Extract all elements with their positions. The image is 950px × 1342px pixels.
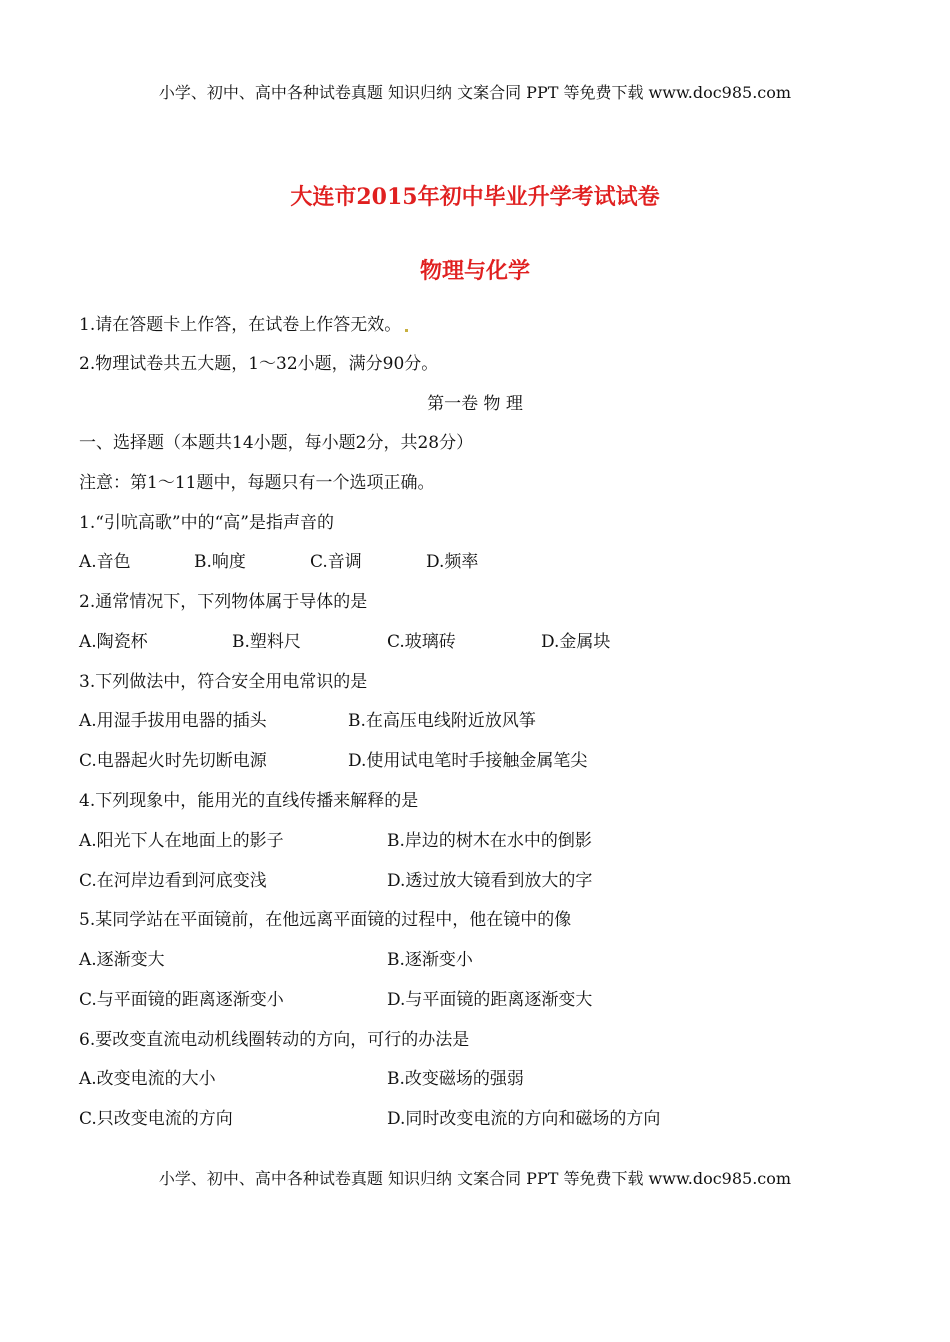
question-1-option-b: B.响度	[194, 552, 246, 572]
question-4-option-a: A.阳光下人在地面上的影子	[79, 831, 284, 851]
question-3-stem: 3.下列做法中，符合安全用电常识的是	[79, 672, 368, 692]
question-1-option-c: C.音调	[310, 552, 362, 572]
question-4-option-c: C.在河岸边看到河底变浅	[79, 871, 267, 891]
note-line-2: 2.物理试卷共五大题，1～32小题，满分90分。	[79, 354, 439, 374]
question-5-option-c: C.与平面镜的距离逐渐变小	[79, 990, 284, 1010]
section-note: 注意：第1～11题中，每题只有一个选项正确。	[79, 473, 435, 493]
question-5-option-a: A.逐渐变大	[79, 950, 165, 970]
question-6-option-a: A.改变电流的大小	[79, 1069, 216, 1089]
question-6-stem: 6.要改变直流电动机线圈转动的方向，可行的办法是	[79, 1030, 470, 1050]
volume-title: 第一卷 物 理	[427, 394, 523, 414]
page-footer: 小学、初中、高中各种试卷真题 知识归纳 文案合同 PPT 等免费下载 www.doc985.com	[158, 1169, 792, 1188]
question-2-option-b: B.塑料尺	[232, 632, 301, 652]
question-5-option-d: D.与平面镜的距离逐渐变大	[387, 990, 593, 1010]
page-header: 小学、初中、高中各种试卷真题 知识归纳 文案合同 PPT 等免费下载 www.doc985.com	[158, 83, 792, 102]
note-line-1	[79, 313, 408, 337]
question-3-option-d: D.使用试电笔时手接触金属笔尖	[348, 751, 588, 771]
question-2-option-d: D.金属块	[541, 632, 611, 652]
question-6-option-b: B.改变磁场的强弱	[387, 1069, 524, 1089]
question-4-stem: 4.下列现象中，能用光的直线传播来解释的是	[79, 791, 419, 811]
section-title: 一、选择题（本题共14小题，每小题2分，共28分）	[79, 433, 474, 453]
question-5-option-b: B.逐渐变小	[387, 950, 473, 970]
exam-subtitle: 物理与化学	[419, 258, 530, 284]
question-4-option-b: B.岸边的树木在水中的倒影	[387, 831, 592, 851]
exam-title: 大连市2015年初中毕业升学考试试卷	[290, 184, 660, 210]
question-3-option-c: C.电器起火时先切断电源	[79, 751, 267, 771]
question-5-stem: 5.某同学站在平面镜前，在他远离平面镜的过程中，他在镜中的像	[79, 910, 572, 930]
question-1-option-a: A.音色	[79, 552, 131, 572]
question-2-option-a: A.陶瓷杯	[79, 632, 148, 652]
question-3-option-a: A.用湿手拔用电器的插头	[79, 711, 267, 731]
question-3-option-b: B.在高压电线附近放风筝	[348, 711, 536, 731]
question-2-option-c: C.玻璃砖	[387, 632, 456, 652]
question-1-option-d: D.频率	[426, 552, 479, 572]
stray-dot-mark	[405, 329, 408, 332]
question-2-stem: 2.通常情况下，下列物体属于导体的是	[79, 592, 368, 612]
note-1-text: 1.请在答题卡上作答，在试卷上作答无效。	[79, 315, 402, 335]
question-1-stem: 1.“引吭高歌”中的“高”是指声音的	[79, 513, 334, 533]
question-6-option-c: C.只改变电流的方向	[79, 1109, 233, 1129]
question-6-option-d: D.同时改变电流的方向和磁场的方向	[387, 1109, 661, 1129]
question-4-option-d: D.透过放大镜看到放大的字	[387, 871, 593, 891]
